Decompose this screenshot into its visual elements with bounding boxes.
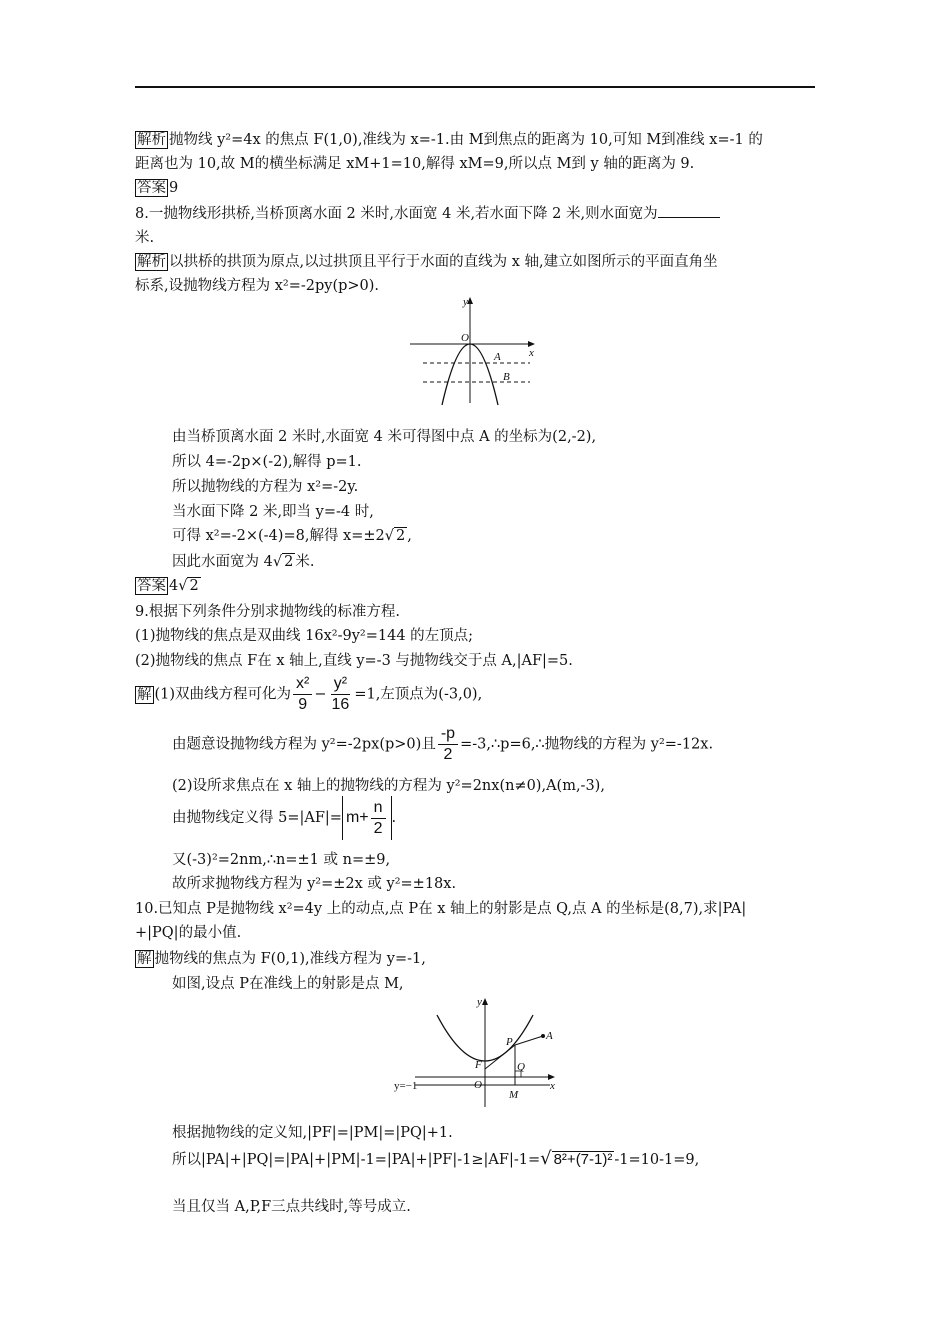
q8-stem-line-2: 米. [135, 230, 155, 246]
fig-x-label: x [550, 1080, 555, 1092]
q9-solution-line-4: 由抛物线定义得 5=|AF|= m+ $\frac{n}{2}$ . [172, 796, 396, 840]
fig-point-m-label: M [509, 1089, 519, 1101]
solution-tag: 解 [137, 686, 152, 703]
analysis-tag: 解析 [137, 132, 166, 148]
q8-step-5: 可得 x²=-2×(-4)=8,解得 x=±2√ 2 , [172, 528, 412, 544]
q9-stem: 9.根据下列条件分别求抛物线的标准方程. [135, 604, 400, 620]
q10-stem-line-2: +|PQ|的最小值. [135, 925, 242, 941]
arch-bridge-figure [405, 293, 545, 408]
answer-tag: 答案 [137, 180, 166, 196]
fraction-n-over-2: $\frac{n}{2}$ [371, 798, 386, 839]
q7-answer: 答案 9 [137, 180, 179, 196]
fig-x-label: x [529, 347, 534, 359]
q8-step-6: 因此水面宽为 4√ 2 米. [172, 554, 315, 570]
answer-blank [658, 203, 720, 218]
fig-y-label: y [477, 996, 482, 1008]
q9-solution-line-2: 由题意设抛物线方程为 y²=-2px(p>0)且 $\frac{-p}{2}$ =-3,∴p=6,∴抛物线的方程为 y²=-12x. [172, 725, 714, 763]
q9-part-2: (2)抛物线的焦点 F在 x 轴上,直线 y=-3 与抛物线交于点 A,|AF|=5. [135, 653, 573, 669]
parabola-figure [393, 993, 568, 1109]
header-rule [135, 86, 815, 88]
q8-step-1: 由当桥顶离水面 2 米时,水面宽 4 米可得图中点 A 的坐标为(2,-2), [172, 429, 597, 445]
q7-analysis-line-1: 解析 抛物线 y²=4x 的焦点 F(1,0),准线为 x=-1.由 M到焦点的距离为 10,可知 M到准线 x=-1 的 [137, 132, 763, 148]
fraction-neg-p-over-2: $\frac{-p}{2}$ [438, 724, 458, 765]
fig-origin-label: O [461, 332, 469, 344]
q8-step-4: 当水面下降 2 米,即当 y=-4 时, [172, 504, 374, 520]
analysis-tag: 解析 [137, 254, 166, 270]
fig-point-a-label: A [546, 1030, 553, 1042]
fig-origin-label: O [474, 1079, 482, 1091]
fig-point-q-label: Q [517, 1061, 525, 1073]
q8-step-3: 所以抛物线的方程为 x²=-2y. [172, 479, 359, 495]
fraction-y2-over-16: $\frac{\text{y²}}{16}$ [331, 675, 350, 713]
answer-tag: 答案 [137, 578, 166, 594]
q10-solution-line-1: 解 抛物线的焦点为 F(0,1),准线方程为 y=-1, [137, 951, 426, 967]
fig-point-f-label: F [475, 1059, 482, 1071]
q10-solution-line-3: 根据抛物线的定义知,|PF|=|PM|=|PQ|+1. [172, 1125, 453, 1141]
q8-answer: 答案 4√ 2 [137, 578, 199, 594]
fig-point-a-label: A [494, 351, 501, 363]
fig-point-p-label: P [506, 1036, 513, 1048]
q8-analysis-line-2: 标系,设抛物线方程为 x²=-2py(p>0). [135, 278, 380, 294]
q8-stem-line-1: 8.一抛物线形拱桥,当桥顶离水面 2 米时,水面宽 4 米,若水面下降 2 米,则水面宽为 [135, 203, 720, 224]
fig-y-label: y [463, 296, 468, 308]
q10-stem-line-1: 10.已知点 P是抛物线 x²=4y 上的动点,点 P在 x 轴上的射影是点 Q,点 A 的坐标是(8,7),求|PA| [135, 901, 747, 917]
fig-point-b-label: B [503, 371, 510, 383]
q9-part-1: (1)抛物线的焦点是双曲线 16x²-9y²=144 的左顶点; [135, 628, 474, 644]
absolute-value: m+ $\frac{n}{2}$ [342, 796, 392, 840]
fraction-x2-over-9: $\frac{\text{x²}}{9}$ [293, 674, 312, 715]
q10-solution-line-4: 所以|PA|+|PQ|=|PA|+|PM|-1=|PA|+|PF|-1≥|AF|-1=√ 8²+(7-1)² -1=10-1=9, [172, 1148, 700, 1169]
q8-analysis-line-1: 解析 以拱桥的拱顶为原点,以过拱顶且平行于水面的直线为 x 轴,建立如图所示的平面直角坐 [137, 254, 718, 270]
q7-analysis-line-2: 距离也为 10,故 M的横坐标满足 xM+1=10,解得 xM=9,所以点 M到 y 轴的距离为 9. [135, 156, 695, 172]
q9-solution-line-1: 解 (1)双曲线方程可化为 $\frac{\text{x²}}{9}$ − $\frac{\text{y²}}{16}$ =1,左顶点为(-3,0), [137, 675, 483, 713]
q9-solution-line-3: (2)设所求焦点在 x 轴上的抛物线的方程为 y²=2nx(n≠0),A(m,-3), [172, 778, 605, 794]
q10-solution-line-2: 如图,设点 P在准线上的射影是点 M, [172, 976, 404, 992]
q9-solution-line-5: 又(-3)²=2nm,∴n=±1 或 n=±9, [172, 852, 391, 868]
q10-solution-line-5: 当且仅当 A,P,F三点共线时,等号成立. [172, 1199, 411, 1215]
solution-tag: 解 [137, 951, 152, 967]
fig-directrix-label: y=−1 [394, 1080, 418, 1092]
q9-solution-line-6: 故所求抛物线方程为 y²=±2x 或 y²=±18x. [172, 876, 457, 892]
q8-step-2: 所以 4=-2p×(-2),解得 p=1. [172, 454, 362, 470]
